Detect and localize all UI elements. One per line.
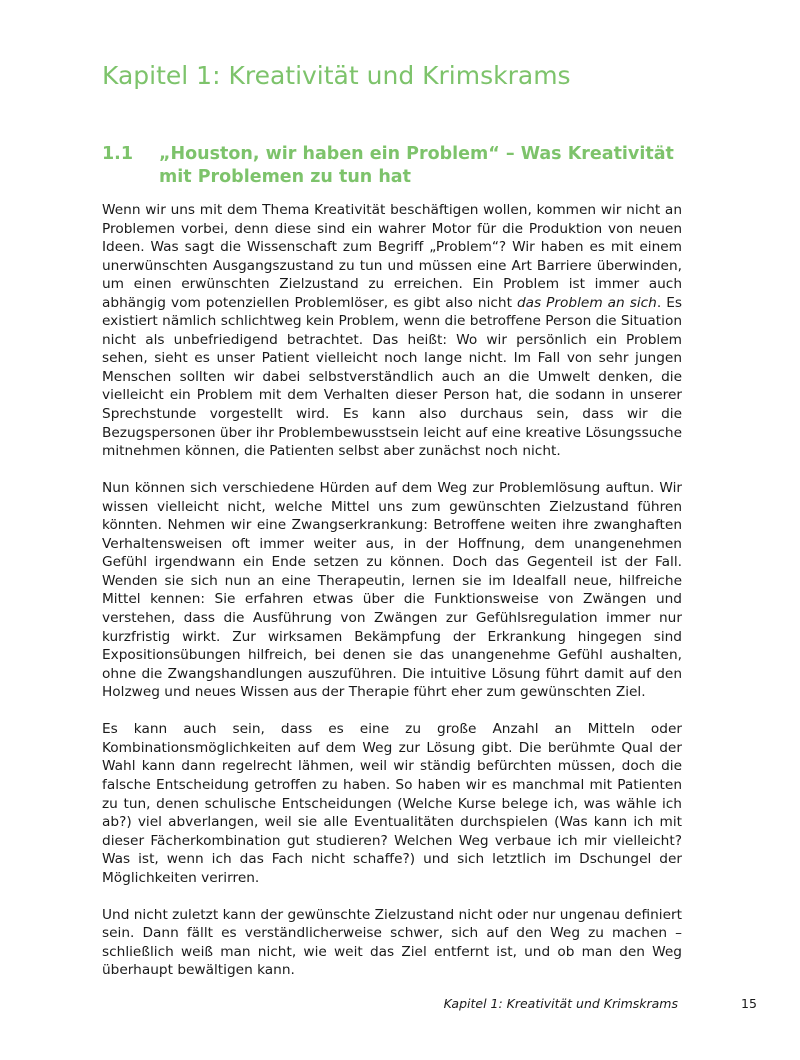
section-heading	[102, 143, 702, 189]
page-number: 15	[741, 996, 757, 1011]
section-title: „Houston, wir haben ein Problem“ – Was Kreativität mit Problemen zu tun hat	[159, 144, 674, 187]
emphasized-text: das Problem an sich	[516, 294, 657, 311]
section-number: 1.1	[102, 144, 134, 164]
paragraph: Nun können sich verschiedene Hürden auf dem Weg zur Problemlösung auftun. Wir wissen vielleicht nicht, welche Mittel uns zum gewünschten Zielzustand führen könnten. Nehmen wir eine Zwangserkrankung: Betroffene weiten ihre zwanghaften Verhaltensweisen oft immer weiter aus, in der Hoffnung, dem unangenehmen Gefühl irgendwann ein Ende setzen zu können. Doch das Gegenteil ist der Fall. Wenden sie sich nun an eine Therapeutin, lernen sie im Idealfall neue, hilfreiche Mittel kennen: Sie erfahren etwas über die Funktionsweise von Zwängen und verstehen, dass die Ausführung von Zwängen zur Gefühlsregulation immer nur kurzfristig wirkt. Zur wirksamen Bekämpfung der Erkrankung hingegen sind Expositionsübungen hilfreich, bei denen sie das unangenehme Gefühl aushalten, ohne die Zwangshandlungen auszuführen. Die intuitive Lösung führt damit auf den Holzweg und neues Wissen aus der Therapie führt eher zum gewünschten Ziel.	[102, 480, 682, 701]
body-text	[102, 201, 682, 999]
paragraph: Es kann auch sein, dass es eine zu große Anzahl an Mitteln oder Kombinationsmöglichkeiten auf dem Weg zur Lösung gibt. Die berühmte Qual der Wahl kann dann regelrecht lähmen, weil wir ständig befürchten müssen, doch die falsche Entscheidung getroffen zu haben. So haben wir es manchmal mit Patienten zu tun, denen schulische Entscheidungen (Welche Kurse belege ich, was wähle ich ab?) viel abverlangen, weil sie alle Eventualitäten durchspielen (Was kann ich mit dieser Fächerkombination gut studieren? Welchen Weg verbaue ich mir vielleicht? Was ist, wenn ich das Fach nicht schaffe?) und sich letztlich im Dschungel der Möglichkeiten verirren.	[102, 721, 682, 886]
paragraph: Und nicht zuletzt kann der gewünschte Zielzustand nicht oder nur ungenau definiert sein. Dann fällt es verständlicherweise schwer, sich auf den Weg zu machen – schließlich weiß man nicht, wie weit das Ziel entfernt ist, und ob man den Weg überhaupt bewältigen kann.	[102, 906, 682, 979]
paragraph	[102, 201, 682, 461]
paragraph-text: Wenn wir uns mit dem Thema Kreativität beschäftigen wollen, kommen wir nicht an Problemen vorbei, denn diese sind ein wahrer Motor für die Produktion von neuen Ideen. Was sagt die Wissenschaft zum Begriff „Problem“? Wir haben es mit einem unerwünschten Ausgangszustand zu tun und müssen eine Art Barriere überwinden, um einen erwünschten Zielzustand zu erreichen. Ein Problem ist immer auch abhängig vom potenziellen Problemlöser, es gibt also nicht	[102, 202, 682, 311]
running-footer: Kapitel 1: Kreativität und Krimskrams	[443, 996, 678, 1011]
chapter-title: Kapitel 1: Kreativität und Krimskrams	[102, 61, 571, 90]
paragraph-text: . Es existiert nämlich schlichtweg kein Problem, wenn die betroffene Person die Situation nicht als unbefriedigend betrachtet. Das heißt: Wo wir persönlich ein Problem sehen, sieht es unser Patient vielleicht noch lange nicht. Im Fall von sehr jungen Menschen sollten wir dabei selbstverständlich auch an die Umwelt denken, die vielleicht ein Problem mit dem Verhalten dieser Person hat, die sodann in unserer Sprechstunde vorgestellt wird. Es kann also durchaus sein, dass wir die Bezugspersonen über ihr Problembewusstsein leicht auf eine kreative Lösungssuche mitnehmen können, die Patienten selbst aber zunächst noch nicht.	[102, 294, 683, 460]
